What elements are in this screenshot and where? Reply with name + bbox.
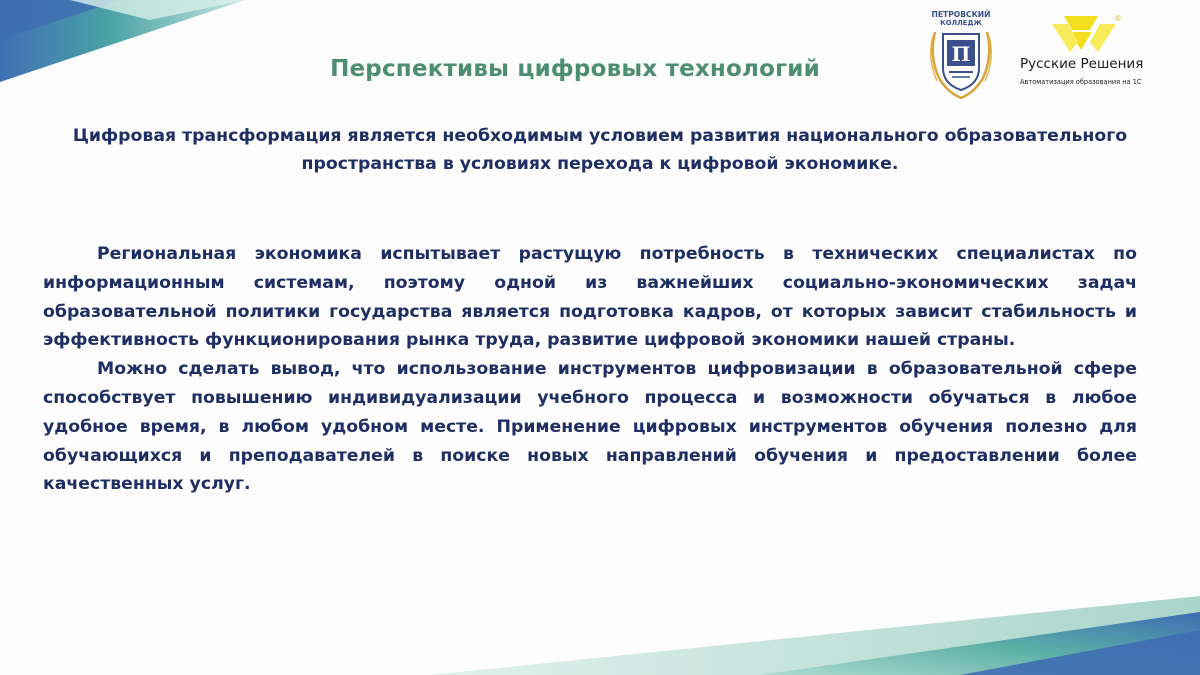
college-logo-line2: КОЛЛЕДЖ	[940, 19, 982, 27]
slide-body	[43, 240, 1137, 499]
body-paragraph-1: Региональная экономика испытывает растущую потребность в технических специалистах по информационным системам, поэтому одной из важнейших социально-экономических задач образовательной политики государства является подготовка кадров, от которых зависит стабильность и эффективность функционирования рынка труда, развитие цифровой экономики нашей страны.	[43, 244, 1137, 351]
svg-text:П: П	[951, 42, 971, 66]
russkie-resheniya-logo	[1012, 12, 1192, 92]
russkie-resheniya-name: Русские Решения	[1020, 56, 1144, 72]
college-logo	[925, 10, 997, 100]
college-logo-line1: ПЕТРОВСКИЙ	[931, 10, 991, 19]
college-emblem-icon	[925, 26, 997, 100]
slide-subtitle: Цифровая трансформация является необходимым условием развития национального образовательного пространства в условиях перехода к цифровой экономике.	[72, 126, 1128, 174]
slide-title: Перспективы цифровых технологий	[330, 56, 820, 82]
russkie-resheniya-emblem-icon	[1042, 12, 1152, 56]
body-paragraph-2: Можно сделать вывод, что использование инструментов цифровизации в образовательной сфере способствует повышению индивидуализации учебного процесса и возможности обучаться в любое удобное время, в любом удобном месте. Применение цифровых инструментов обучения полезно для обучающихся и преподавателей в поиске новых направлений обучения и предоставлении более качественных услуг.	[43, 359, 1137, 495]
russkie-resheniya-tagline: Автоматизация образования на 1С	[1020, 78, 1142, 86]
registered-mark: ®	[1115, 14, 1121, 23]
